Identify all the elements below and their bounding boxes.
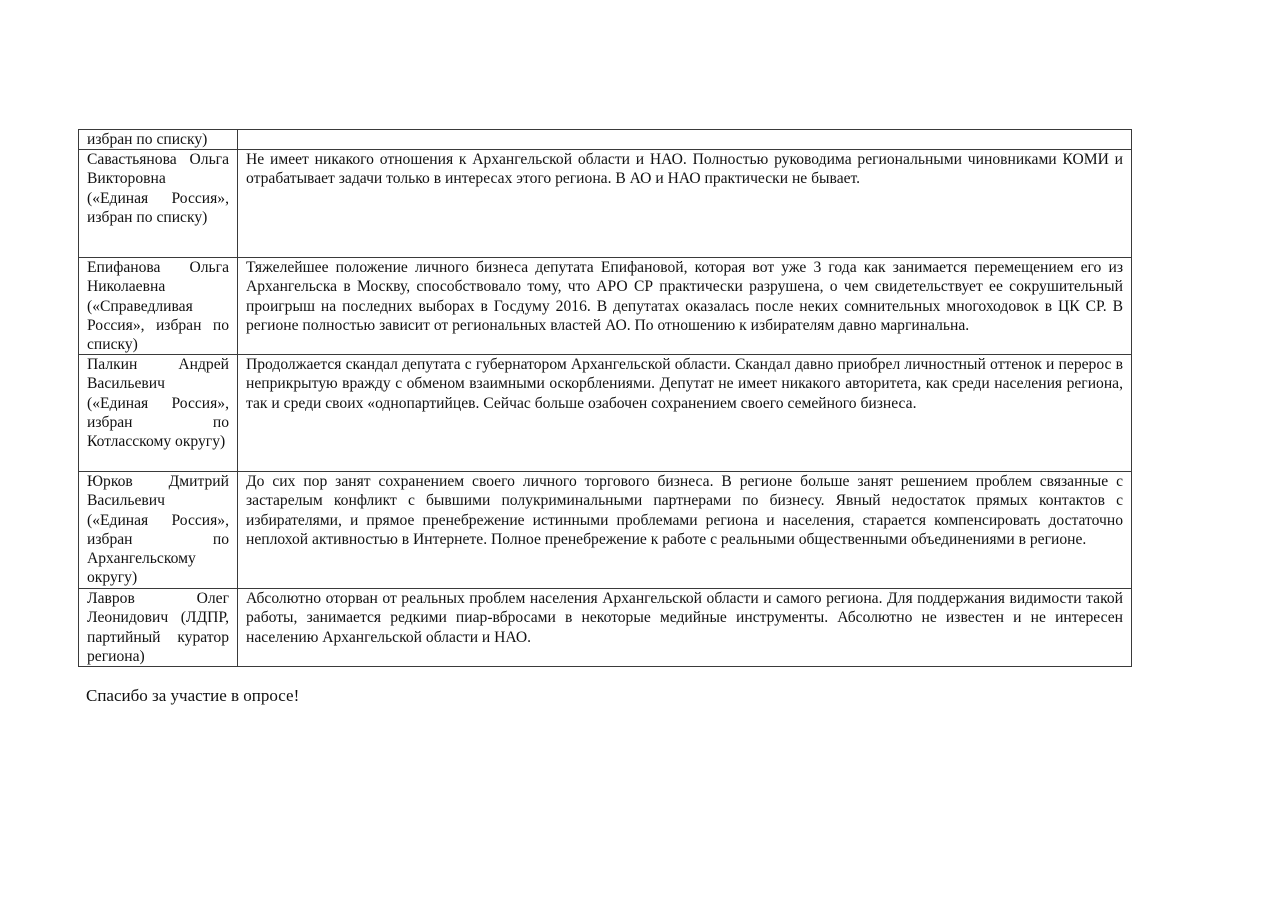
deputy-description: Тяжелейшее положение личного бизнеса депутата Епифановой, которая вот уже 3 года как занимается перемещением его из Архангельска в Москву, способствовало тому, что АРО СР практически разрушена, о чем свидетельствует ее сокрушительный проигрыш на последних выборах в Госдуму 2016. В депутатах оказалась после неких сомнительных многоходовок в ЦК СР. В регионе полностью зависит от региональных властей АО. По отношению к избирателям давно маргинальна.	[246, 259, 1123, 334]
deputy-description-cell	[238, 355, 1132, 472]
deputy-name: Савастьянова Ольга Викторовна («Единая Россия», избран по списку)	[87, 151, 229, 226]
table-row	[79, 355, 1132, 472]
table-row	[79, 589, 1132, 667]
deputy-name: Палкин Андрей Васильевич («Единая Россия», избран по Котласскому округу)	[87, 356, 229, 451]
deputy-name-cell	[79, 150, 238, 258]
deputy-name: Юрков Дмитрий Васильевич («Единая Россия», избран по Архангельскому округу)	[87, 473, 229, 587]
table-row	[79, 472, 1132, 589]
deputy-description-cell	[238, 130, 1132, 150]
deputies-table	[78, 129, 1132, 667]
deputy-name: Лавров Олег Леонидович (ЛДПР, партийный куратор региона)	[87, 590, 229, 665]
deputy-name-cell	[79, 258, 238, 355]
deputy-name-cell	[79, 472, 238, 589]
deputy-name: Епифанова Ольга Николаевна («Справедливая Россия», избран по списку)	[87, 259, 229, 354]
table-row	[79, 150, 1132, 258]
deputy-name-cell	[79, 355, 238, 472]
deputy-description-cell	[238, 150, 1132, 258]
deputy-description: До сих пор занят сохранением своего личного торгового бизнеса. В регионе больше занят решением проблем связанные с застарелым конфликт с бывшими полукриминальными партнерами по бизнесу. Явный недостаток прямых контактов с избирателями, и прямое пренебрежение истинными проблемами региона и населения, старается компенсировать достаточно неплохой активностью в Интернете. Полное пренебрежение к работе с реальными общественными объединениями в регионе.	[246, 473, 1123, 548]
deputy-description-cell	[238, 472, 1132, 589]
table-row	[79, 258, 1132, 355]
deputy-description: Не имеет никакого отношения к Архангельской области и НАО. Полностью руководима региональными чиновниками КОМИ и отрабатывает задачи только в интересах этого региона. В АО и НАО практически не бывает.	[246, 151, 1123, 188]
deputy-description: Продолжается скандал депутата с губернатором Архангельской области. Скандал давно приобрел личностный оттенок и перерос в неприкрытую вражду с обменом взаимными оскорблениями. Депутат не имеет никакого авторитета, как среди населения региона, так и среди своих «однопартийцев. Сейчас больше озабочен сохранением своего семейного бизнеса.	[246, 356, 1123, 412]
deputy-name-cell	[79, 589, 238, 667]
table-row	[79, 130, 1132, 150]
deputy-name-cell	[79, 130, 238, 150]
deputy-name: избран по списку)	[87, 131, 208, 148]
deputy-description-cell	[238, 258, 1132, 355]
deputy-description-cell	[238, 589, 1132, 667]
deputy-description: Абсолютно оторван от реальных проблем населения Архангельской области и самого региона. Для поддержания видимости такой работы, занимается редкими пиар-вбросами в некоторые медийные инструменты. Абсолютно не известен и не интересен населению Архангельской области и НАО.	[246, 590, 1123, 646]
closing-text: Спасибо за участие в опросе!	[86, 686, 300, 705]
